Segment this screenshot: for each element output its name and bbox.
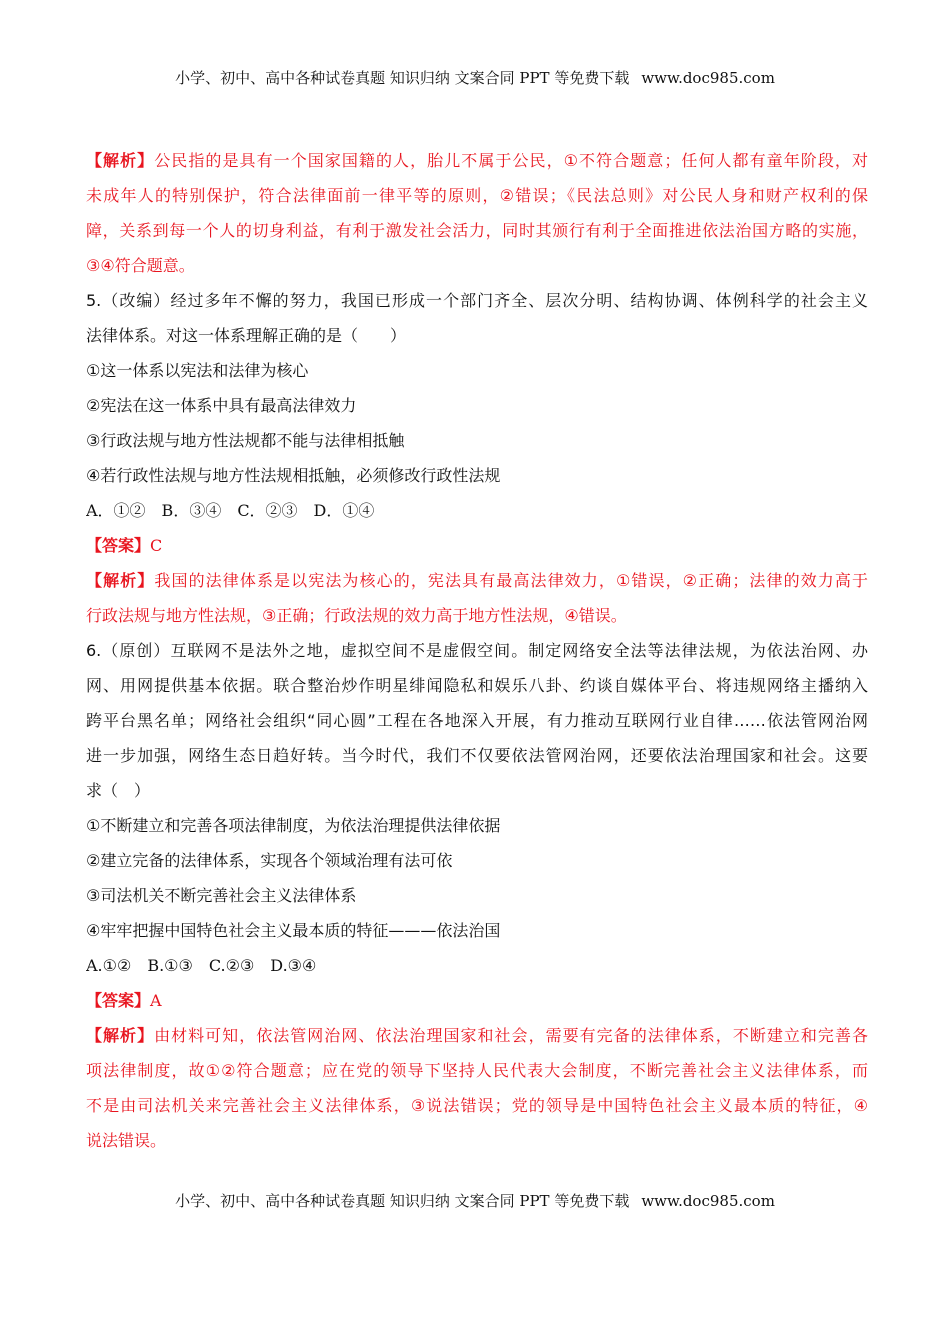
q6-item: ④牢牢把握中国特色社会主义最本质的特征———依法治国 (86, 921, 501, 940)
analysis-tag: 【解析】 (86, 151, 155, 170)
answer-value: C (150, 536, 163, 555)
header-text: 小学、初中、高中各种试卷真题 知识归纳 文案合同 PPT 等免费下载 (175, 69, 630, 87)
q4-analysis-line: 【解析】公民指的是具有一个国家国籍的人，胎儿不属于公民，①不符合题意；任何人都有童年阶段，对 (86, 151, 868, 170)
q5-analysis-line: 【解析】我国的法律体系是以宪法为核心的，宪法具有最高法律效力，①错误，②正确；法律的效力高于 (86, 571, 868, 590)
q6-answer (86, 983, 868, 1018)
q6-item: ①不断建立和完善各项法律制度，为依法治理提供法律依据 (86, 816, 501, 835)
q6-item: ③司法机关不断完善社会主义法律体系 (86, 886, 357, 905)
header-site-link[interactable]: www.doc985.com (641, 69, 775, 87)
q6-stem-line: 跨平台黑名单；网络社会组织“同心圆”工程在各地深入开展，有力推动互联网行业自律……依法管网治网 (86, 711, 868, 730)
q4-analysis-line: 障，关系到每一个人的切身利益，有利于激发社会活力，同时其颁行有利于全面推进依法治国方略的实施， (86, 221, 868, 240)
footer-site-link[interactable]: www.doc985.com (641, 1192, 775, 1210)
footer-text: 小学、初中、高中各种试卷真题 知识归纳 文案合同 PPT 等免费下载 (175, 1192, 630, 1210)
q6-item: ②建立完备的法律体系，实现各个领域治理有法可依 (86, 851, 453, 870)
q6-analysis-line: 项法律制度，故①②符合题意；应在党的领导下坚持人民代表大会制度，不断完善社会主义法律体系，而 (86, 1061, 868, 1080)
q6-stem-line: 网、用网提供基本依据。联合整治炒作明星绯闻隐私和娱乐八卦、约谈自媒体平台、将违规网络主播纳入 (86, 676, 868, 695)
answer-value: A (150, 991, 162, 1010)
q4-analysis-line: ③④符合题意。 (86, 256, 195, 275)
q5-stem-line: 5.（改编）经过多年不懈的努力，我国已形成一个部门齐全、层次分明、结构协调、体例科学的社会主义 (86, 291, 868, 310)
document-body (86, 143, 868, 1158)
q5-item: ④若行政性法规与地方性法规相抵触，必须修改行政性法规 (86, 466, 501, 485)
q6-stem-line: 进一步加强，网络生态日趋好转。当今时代，我们不仅要依法管网治网，还要依法治理国家和社会。这要 (86, 746, 868, 765)
analysis-tag: 【解析】 (86, 571, 155, 590)
page-footer (0, 1191, 950, 1211)
answer-tag: 【答案】 (86, 991, 151, 1010)
q4-analysis-line: 未成年人的特别保护，符合法律面前一律平等的原则，②错误；《民法总则》对公民人身和财产权利的保 (86, 186, 868, 205)
q5-item: ①这一体系以宪法和法律为核心 (86, 361, 309, 380)
page-header (0, 68, 950, 88)
q5-analysis-line: 行政法规与地方性法规，③正确；行政法规的效力高于地方性法规，④错误。 (86, 606, 627, 625)
q6-analysis-line: 不是由司法机关来完善社会主义法律体系，③说法错误；党的领导是中国特色社会主义最本质的特征，④ (86, 1096, 868, 1115)
q5-options: A．①② B．③④ C．②③ D．①④ (86, 501, 375, 520)
q5-item: ②宪法在这一体系中具有最高法律效力 (86, 396, 357, 415)
q6-analysis-line: 【解析】由材料可知，依法管网治网、依法治理国家和社会，需要有完备的法律体系，不断建立和完善各 (86, 1026, 868, 1045)
q5-item: ③行政法规与地方性法规都不能与法律相抵触 (86, 431, 405, 450)
q5-stem-line: 法律体系。对这一体系理解正确的是（ ） (86, 326, 407, 345)
q6-stem-line: 求（ ） (86, 781, 151, 800)
answer-tag: 【答案】 (86, 536, 151, 555)
q5-answer (86, 528, 868, 563)
analysis-tag: 【解析】 (86, 1026, 155, 1045)
q6-stem-line: 6.（原创）互联网不是法外之地，虚拟空间不是虚假空间。制定网络安全法等法律法规，为依法治网、办 (86, 641, 868, 660)
q6-options: A.①② B.①③ C.②③ D.③④ (86, 956, 317, 975)
q6-analysis-line: 说法错误。 (86, 1131, 167, 1150)
